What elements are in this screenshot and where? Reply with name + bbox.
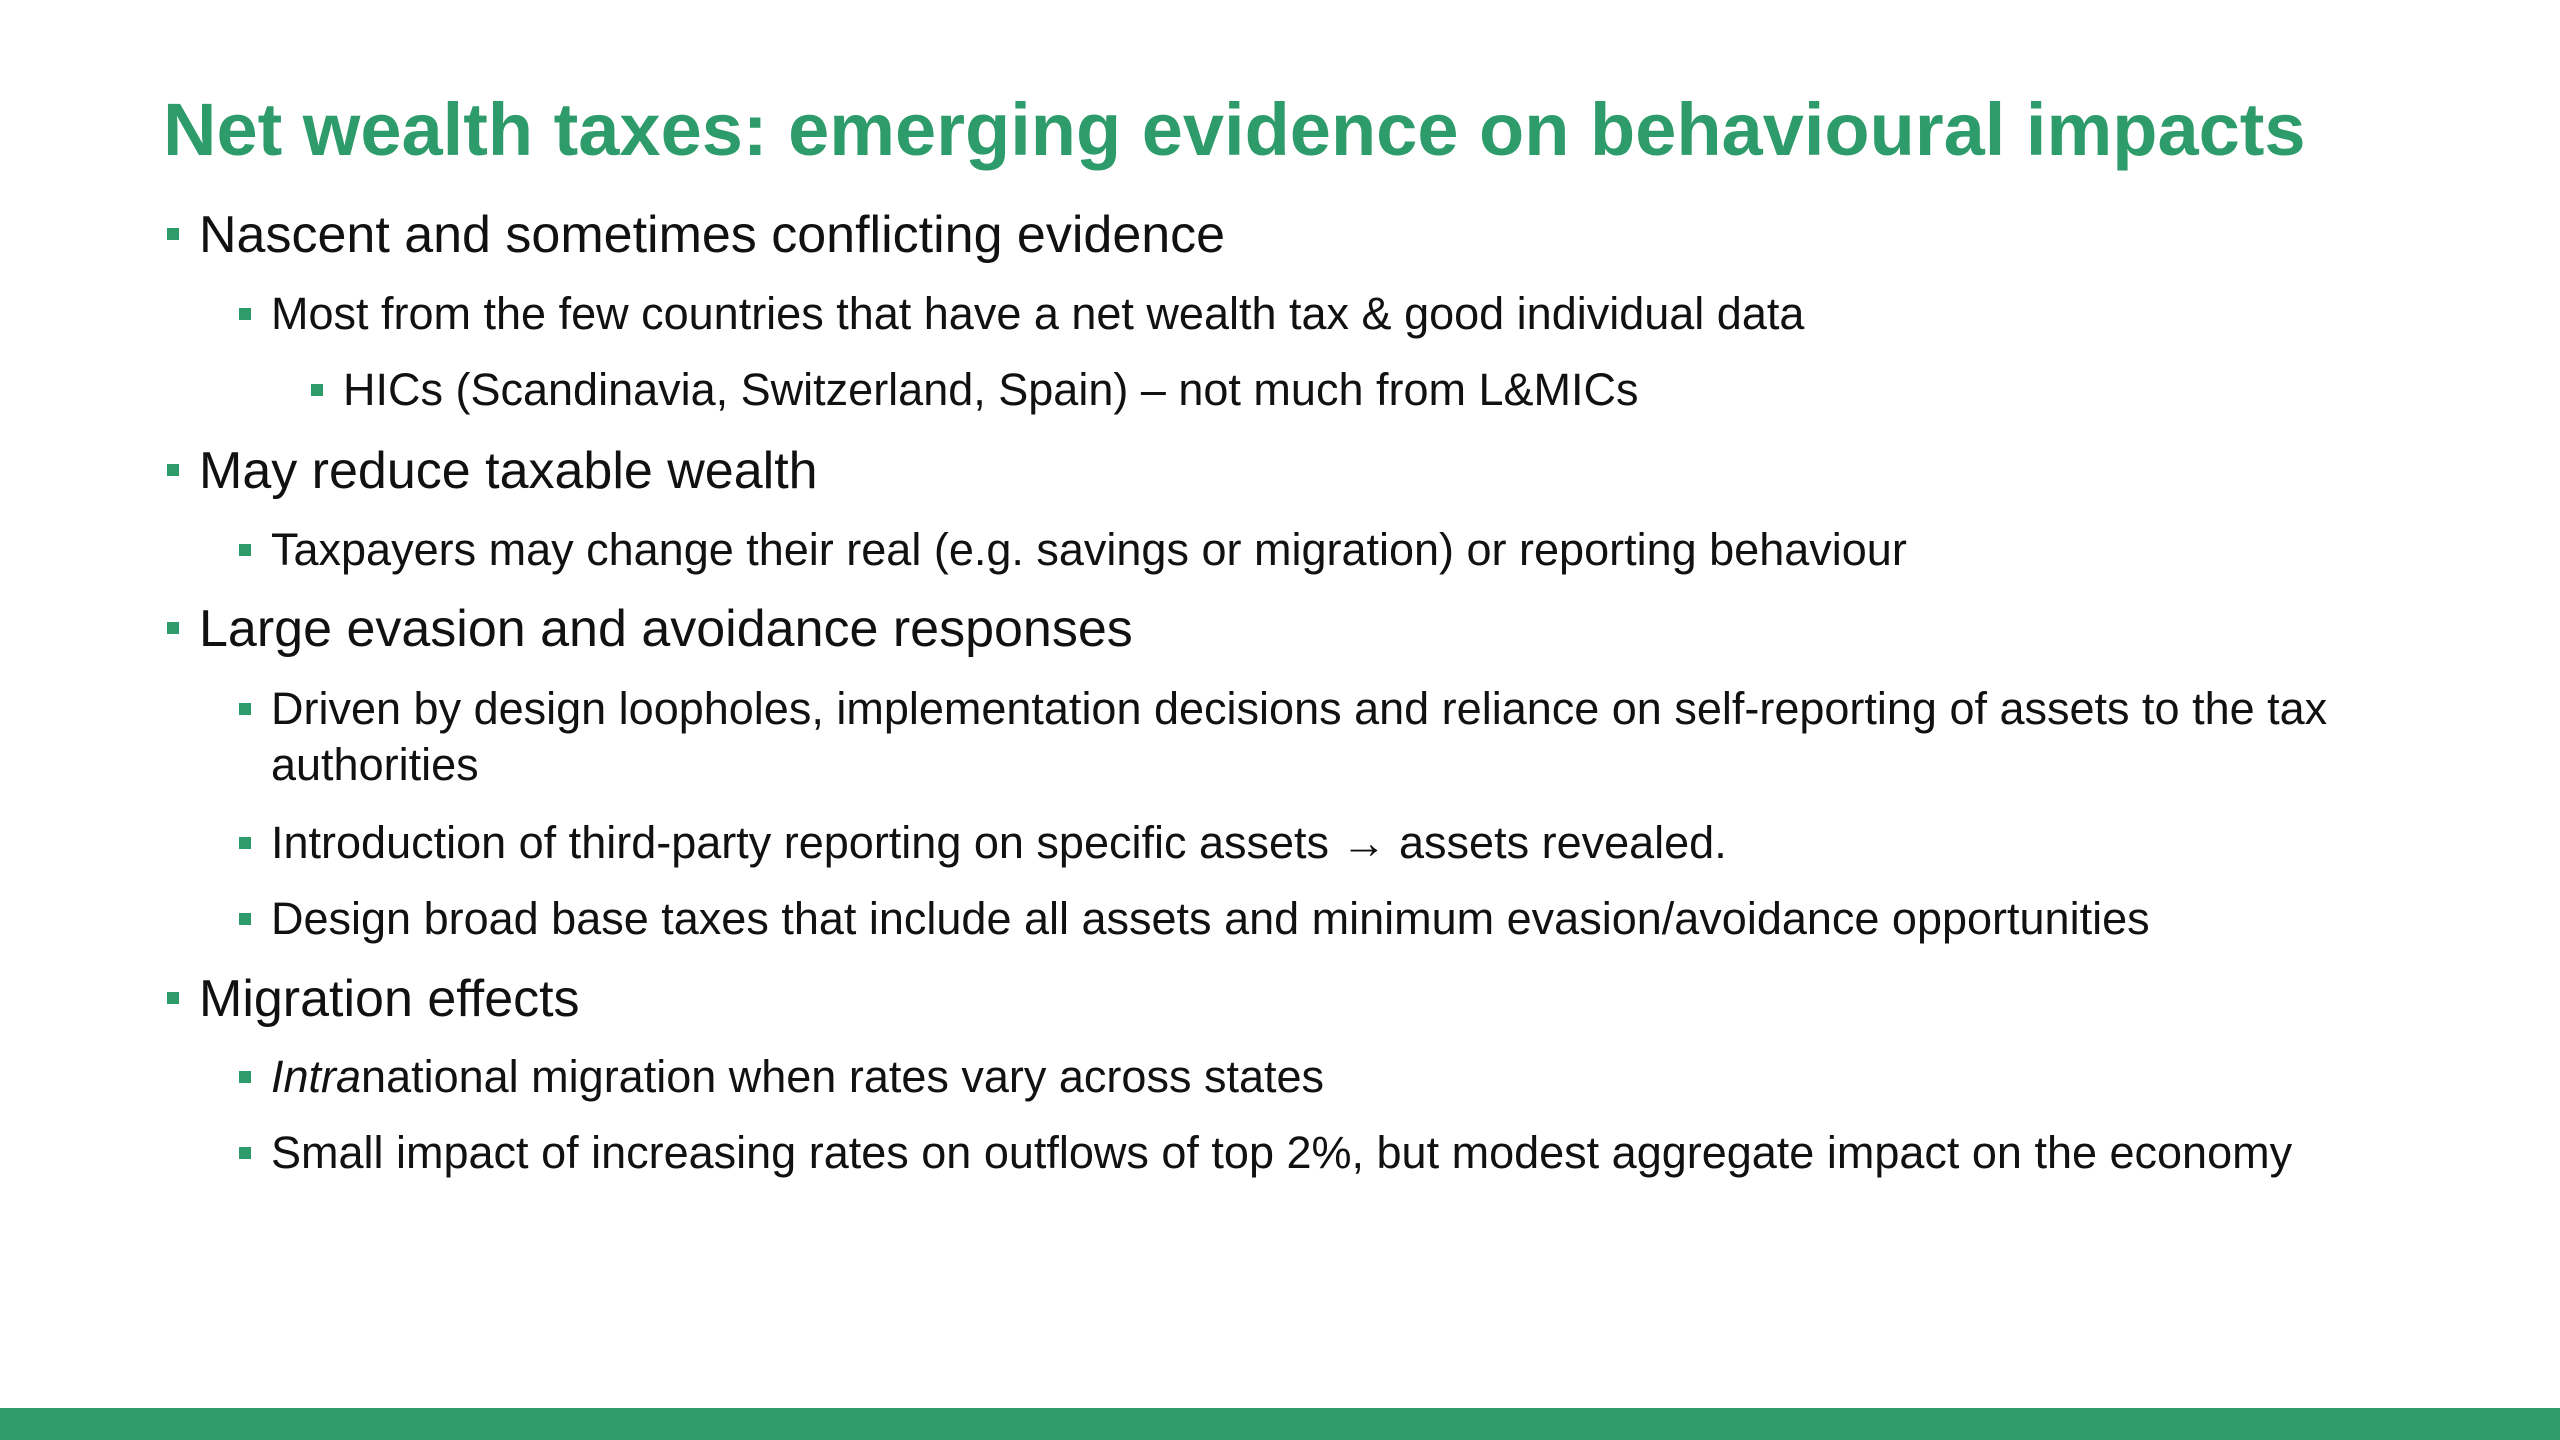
bullet-text — [271, 1049, 2401, 1105]
bullet-text: Large evasion and avoidance responses — [199, 600, 1133, 658]
bullet-text: Taxpayers may change their real (e.g. savings or migration) or reporting behaviour — [271, 524, 1907, 575]
bullet-item — [199, 968, 2399, 1030]
bullet-text: Driven by design loopholes, implementation decisions and reliance on self-reporting of assets to the tax authorities — [271, 683, 2328, 790]
bullet-text: HICs (Scandinavia, Switzerland, Spain) – not much from L&MICs — [343, 364, 1639, 415]
bullet-text: Introduction of third-party reporting on specific assets → assets revealed. — [271, 817, 1727, 868]
square-bullet-icon — [239, 703, 251, 715]
bullet-item — [343, 362, 2393, 418]
square-bullet-icon — [239, 544, 251, 556]
square-bullet-icon — [311, 384, 323, 396]
bullet-item — [271, 681, 2351, 793]
bullet-item — [271, 522, 2401, 578]
square-bullet-icon — [239, 913, 251, 925]
bullet-text: Nascent and sometimes conflicting evidence — [199, 206, 1226, 264]
bullet-item — [271, 1125, 2301, 1181]
square-bullet-icon — [239, 308, 251, 320]
bullet-text: Design broad base taxes that include all assets and minimum evasion/avoidance opportunities — [271, 893, 2150, 944]
bullet-item — [199, 598, 2399, 660]
bullet-text: May reduce taxable wealth — [199, 442, 818, 500]
bullet-item — [199, 204, 2399, 266]
bullet-text: Migration effects — [199, 970, 580, 1028]
italic-prefix: Intra — [271, 1051, 362, 1102]
square-bullet-icon — [239, 1071, 251, 1083]
bullet-item — [271, 815, 2401, 871]
square-bullet-icon — [239, 837, 251, 849]
bullet-item — [199, 440, 2399, 502]
square-bullet-icon — [167, 228, 179, 240]
square-bullet-icon — [167, 622, 179, 634]
bullet-text-rest: national migration when rates vary across states — [361, 1051, 1324, 1102]
bullet-text: Most from the few countries that have a net wealth tax & good individual data — [271, 288, 1805, 339]
bullet-item — [271, 891, 2471, 947]
bullet-text: Small impact of increasing rates on outflows of top 2%, but modest aggregate impact on the economy — [271, 1127, 2293, 1178]
bullet-item — [271, 286, 2401, 342]
bullet-item — [271, 1049, 2401, 1105]
footer-accent-bar — [0, 1408, 2560, 1440]
slide-title: Net wealth taxes: emerging evidence on behavioural impacts — [163, 88, 2306, 171]
square-bullet-icon — [239, 1147, 251, 1159]
square-bullet-icon — [167, 992, 179, 1004]
square-bullet-icon — [167, 464, 179, 476]
